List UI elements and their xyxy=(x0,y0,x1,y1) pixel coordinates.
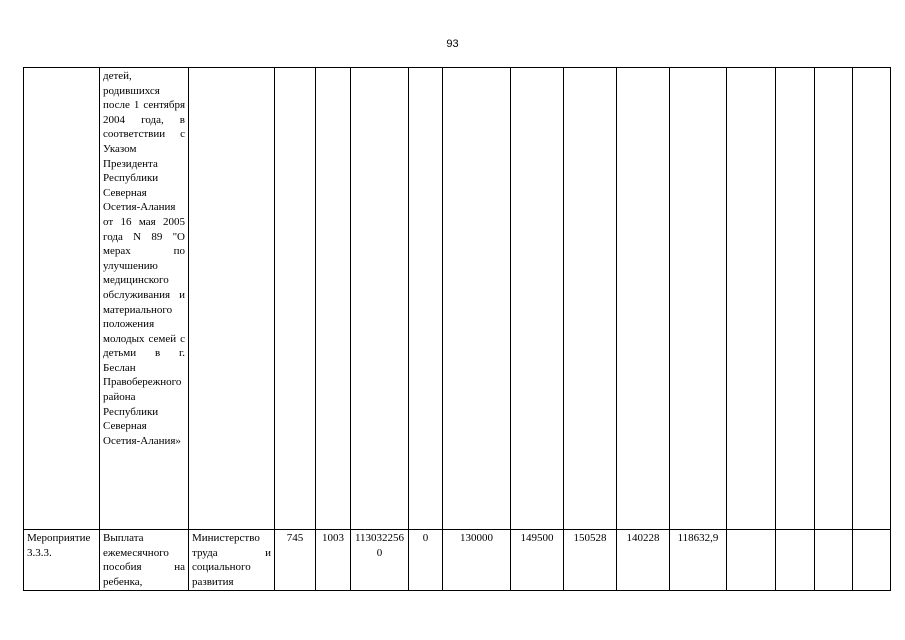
value-cell xyxy=(670,530,727,591)
measure-text: Мероприятие 3.3.3. xyxy=(27,532,91,559)
value-cell xyxy=(815,530,853,591)
description-text: детей, родившихся после 1 сентября 2004 года, в соответствии с Указом Президента Республики Северная Осетия-Алания от 16 мая 2005 года N 89 "О мерах по улучшению медицинского обслуживания и материального положения молодых семей с детьми в г. Беслан Правобережного района Республики Северная Осетия-Алания» xyxy=(103,70,185,447)
vr-cell xyxy=(409,530,443,591)
value-cell xyxy=(511,530,564,591)
value-cell xyxy=(617,68,670,530)
rzpr-cell xyxy=(316,530,351,591)
executor-cell xyxy=(189,530,275,591)
grbs-cell xyxy=(275,68,316,530)
value-cell xyxy=(727,530,776,591)
value-cell xyxy=(617,530,670,591)
value-5: 118632,9 xyxy=(677,532,719,544)
value-cell xyxy=(564,530,617,591)
vr-value: 0 xyxy=(422,532,429,544)
csr-value: 1130322560 xyxy=(354,532,405,559)
value-cell xyxy=(670,68,727,530)
grbs-value: 745 xyxy=(286,532,304,544)
table-row xyxy=(24,530,891,591)
value-cell xyxy=(564,68,617,530)
budget-table xyxy=(23,67,891,591)
csr-cell xyxy=(351,530,409,591)
grbs-cell xyxy=(275,530,316,591)
value-cell xyxy=(815,68,853,530)
description-cell xyxy=(100,530,189,591)
value-2: 149500 xyxy=(520,532,554,544)
measure-cell xyxy=(24,530,100,591)
table-row xyxy=(24,68,891,530)
executor-cell xyxy=(189,68,275,530)
value-1: 130000 xyxy=(460,532,493,544)
value-cell xyxy=(853,68,891,530)
measure-cell xyxy=(24,68,100,530)
description-cell xyxy=(100,68,189,530)
value-cell xyxy=(853,530,891,591)
value-4: 140228 xyxy=(626,532,660,544)
csr-cell xyxy=(351,68,409,530)
rzpr-cell xyxy=(316,68,351,530)
value-cell xyxy=(727,68,776,530)
value-cell xyxy=(443,530,511,591)
vr-cell xyxy=(409,68,443,530)
value-cell xyxy=(776,530,815,591)
rzpr-value: 1003 xyxy=(322,532,344,544)
value-cell xyxy=(776,68,815,530)
page-number: 93 xyxy=(446,38,459,50)
description-text: Выплата ежемесячного пособия на ребенка, xyxy=(103,532,185,588)
value-cell xyxy=(511,68,564,530)
value-3: 150528 xyxy=(573,532,607,544)
executor-text: Министерство труда и социального развития xyxy=(192,532,271,588)
value-cell xyxy=(443,68,511,530)
